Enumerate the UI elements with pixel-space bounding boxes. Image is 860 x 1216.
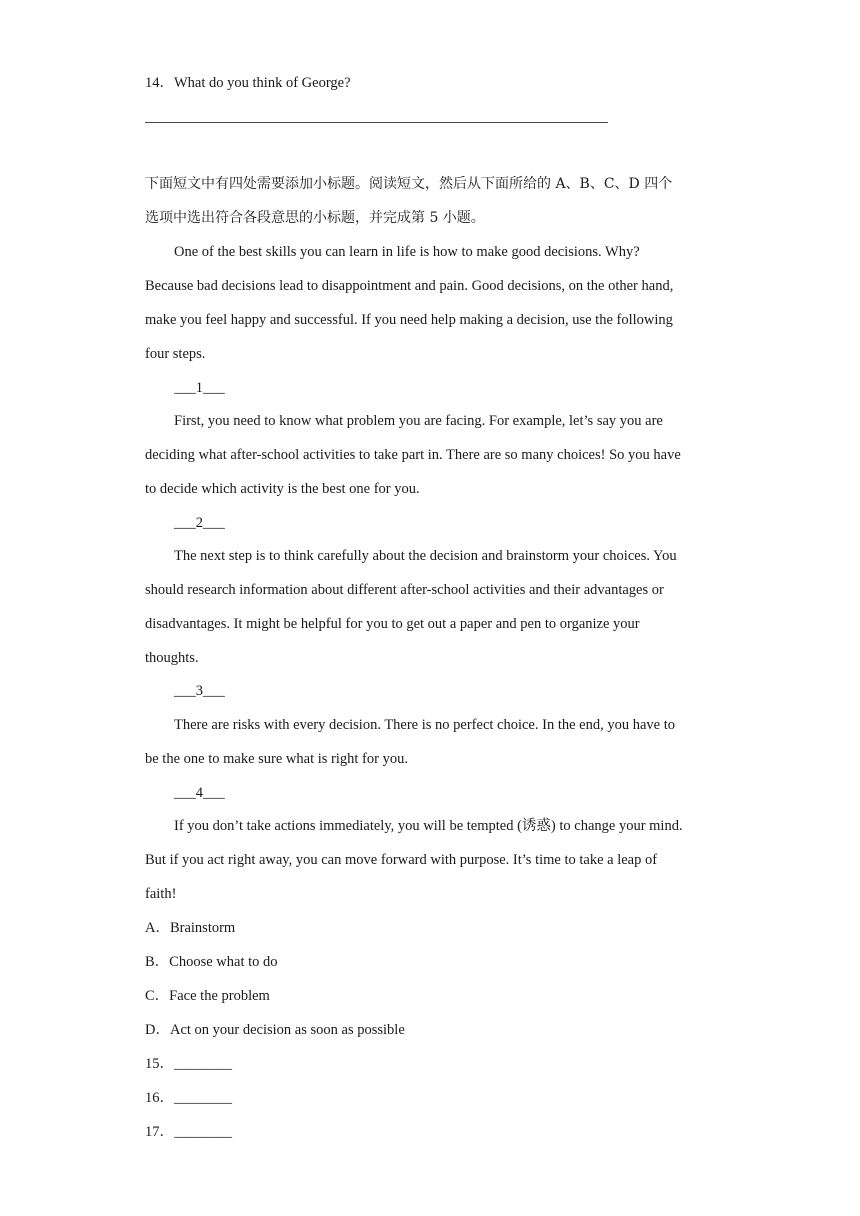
answer-line[interactable] — [145, 122, 608, 123]
answer-blank-16[interactable]: 16．________ — [145, 1090, 232, 1106]
paragraph-2-line: thoughts. — [145, 650, 199, 666]
answer-blank-17[interactable]: 17．________ — [145, 1124, 232, 1140]
paragraph-4-line: If you don’t take actions immediately, you will be tempted (诱惑) to change your mind. — [174, 818, 683, 834]
passage-intro-line: Because bad decisions lead to disappointment and pain. Good decisions, on the other hand, — [145, 278, 674, 294]
passage-intro-line: One of the best skills you can learn in life is how to make good decisions. Why? — [174, 244, 640, 260]
paragraph-3-line: be the one to make sure what is right for you. — [145, 751, 408, 767]
instructions-line-2: 选项中选出符合各段意思的小标题，并完成第 5 小题。 — [145, 210, 485, 226]
paragraph-1-line: First, you need to know what problem you are facing. For example, let’s say you are — [174, 413, 663, 429]
passage-intro-line: four steps. — [145, 346, 206, 362]
heading-blank-4: ___4___ — [174, 785, 225, 801]
heading-blank-2: ___2___ — [174, 515, 225, 531]
option-b: B．Choose what to do — [145, 954, 278, 970]
paragraph-3-line: There are risks with every decision. There is no perfect choice. In the end, you have to — [174, 717, 676, 733]
paragraph-4-line: faith! — [145, 886, 177, 902]
passage-intro-line: make you feel happy and successful. If you need help making a decision, use the following — [145, 312, 673, 328]
paragraph-2-line: disadvantages. It might be helpful for you to get out a paper and pen to organize your — [145, 616, 640, 632]
answer-blank-15[interactable]: 15．________ — [145, 1056, 232, 1072]
paragraph-4-line: But if you act right away, you can move forward with purpose. It’s time to take a leap of — [145, 852, 658, 868]
paragraph-2-line: should research information about different after-school activities and their advantages or — [145, 582, 664, 598]
paragraph-1-line: to decide which activity is the best one for you. — [145, 481, 420, 497]
option-a: A．Brainstorm — [145, 920, 236, 936]
heading-blank-3: ___3___ — [174, 683, 225, 699]
option-d: D．Act on your decision as soon as possible — [145, 1022, 405, 1038]
instructions-line-1: 下面短文中有四处需要添加小标题。阅读短文，然后从下面所给的 A、B、C、D 四个 — [145, 176, 673, 192]
question-14: 14．What do you think of George? — [145, 75, 351, 91]
paragraph-2-line: The next step is to think carefully about the decision and brainstorm your choices. You — [174, 548, 677, 564]
heading-blank-1: ___1___ — [174, 380, 225, 396]
paragraph-1-line: deciding what after-school activities to take part in. There are so many choices! So you have — [145, 447, 681, 463]
option-c: C．Face the problem — [145, 988, 270, 1004]
